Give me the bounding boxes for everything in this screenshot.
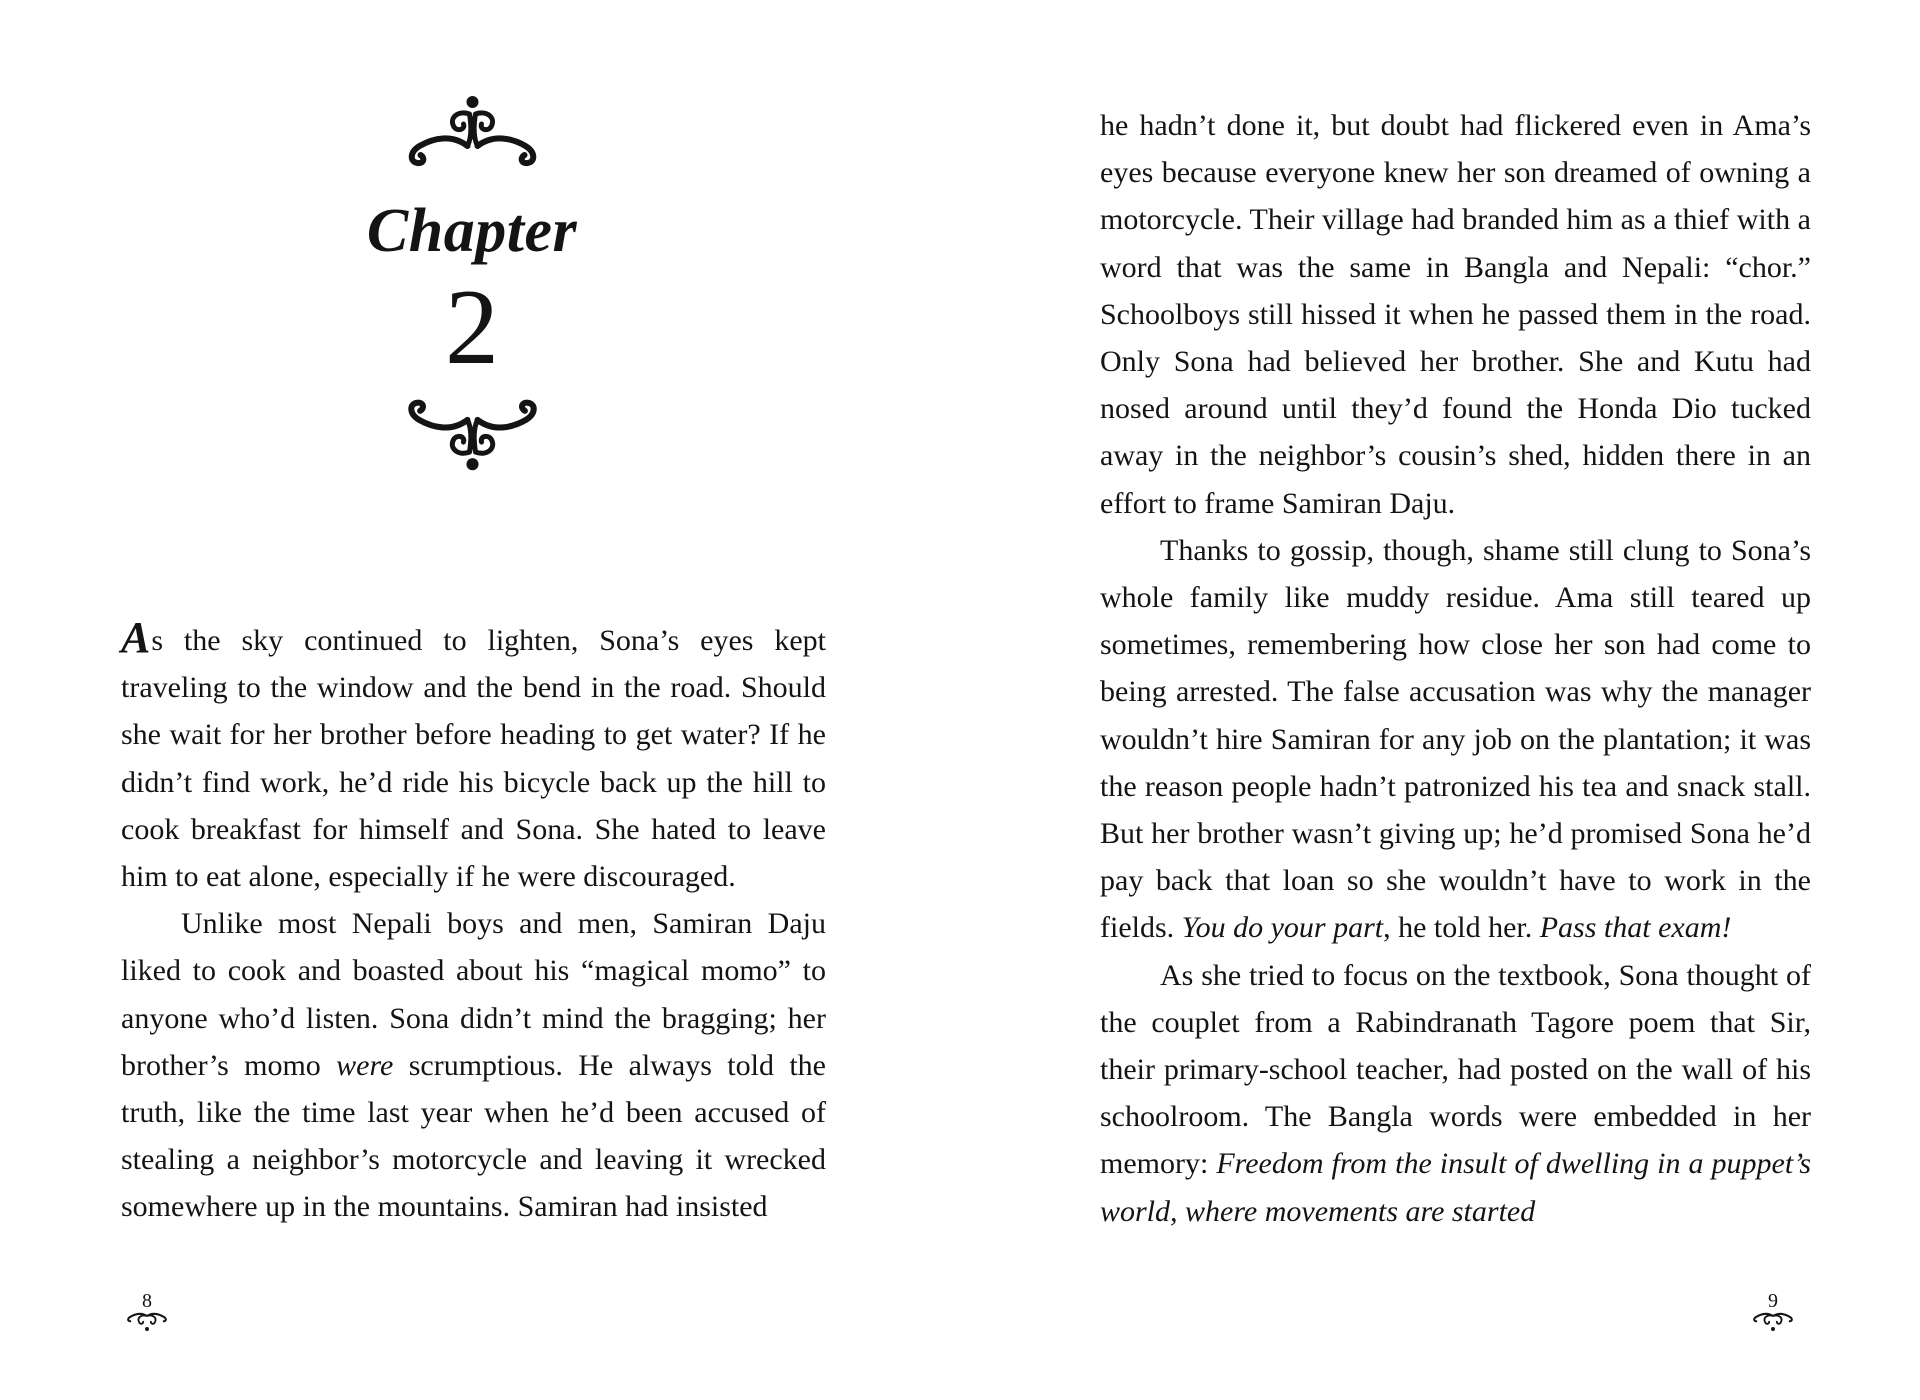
paragraph: [1100, 102, 1811, 527]
italic-segment: Pass that exam!: [1539, 911, 1732, 945]
page-number: 9: [1768, 1290, 1778, 1312]
left-body-text: [121, 613, 826, 1231]
page-number: 8: [142, 1290, 152, 1312]
text-segment: he hadn’t done it, but doubt had flickered even in Ama’s eyes because everyone knew her son dreamed of owning a motorcycle. Their village had branded him as a thief with a word that was the same in Bangla and Nepali: “chor.” Schoolboys still hissed it when he passed them in the road. Only Sona had believed her brother. She and Kutu had nosed around until they’d found the Honda Dio tucked away in the neighbor’s cousin’s shed, hidden there in an effort to frame Samiran Daju.: [1100, 109, 1811, 520]
flourish-ornament-top-icon: [405, 92, 540, 172]
folio-ornament-icon: [1753, 1310, 1793, 1332]
flourish-ornament-bottom-icon: [405, 392, 540, 476]
italic-segment: were: [336, 1048, 394, 1082]
folio-ornament-icon: [127, 1310, 167, 1332]
page-number-left: [125, 1292, 169, 1332]
paragraph: [121, 613, 826, 900]
italic-segment: You do your part: [1181, 911, 1384, 945]
paragraph: [1100, 952, 1811, 1235]
right-body-text: [1100, 102, 1811, 1235]
page-number-right: [1751, 1292, 1795, 1332]
chapter-number: 2: [445, 268, 499, 387]
text-segment: Unlike most Nepali boys and men, Samiran Daju liked to cook and boasted about his “magical momo” to anyone who’d listen. Sona didn’t mind the bragging; her brother’s momo: [121, 907, 826, 1082]
paragraph: [121, 900, 826, 1230]
right-page: [960, 0, 1920, 1400]
text-segment: , he told her.: [1383, 911, 1540, 945]
paragraph: [1100, 527, 1811, 952]
text-segment: As she tried to focus on the textbook, Sona thought of the couplet from a Rabindranath Tagore poem that Sir, their primary-school teacher, had posted on the wall of his schoolroom. The Bangla words were embedded in her memory:: [1100, 958, 1811, 1181]
text-segment: Thanks to gossip, though, shame still clung to Sona’s whole family like muddy residue. Ama still teared up sometimes, remembering how close her son had come to being arrested. The false accusation was why the manager wouldn’t hire Samiran for any job on the plantation; it was the reason people hadn’t patronized his tea and snack stall. But her brother wasn’t giving up; he’d promised Sona he’d pay back that loan so she wouldn’t have to work in the fields.: [1100, 533, 1811, 945]
text-segment: s the sky continued to lighten, Sona’s eyes kept traveling to the window and the bend in the road. Should she wait for her brother before heading to get water? If he didn’t find work, he’d ride his bicycle back up the hill to cook breakfast for himself and Sona. She hated to leave him to eat alone, especially if he were discouraged.: [121, 624, 826, 894]
drop-cap: A: [121, 613, 151, 662]
italic-segment: Freedom from the insult of dwelling in a puppet’s world, where movements are started: [1100, 1147, 1811, 1228]
chapter-label: Chapter: [366, 197, 578, 265]
text-segment: scrumptious. He always told the truth, like the time last year when he’d been accused of stealing a neighbor’s motorcycle and leaving it wrecked somewhere up in the mountains. Samiran had insisted: [121, 1048, 826, 1224]
